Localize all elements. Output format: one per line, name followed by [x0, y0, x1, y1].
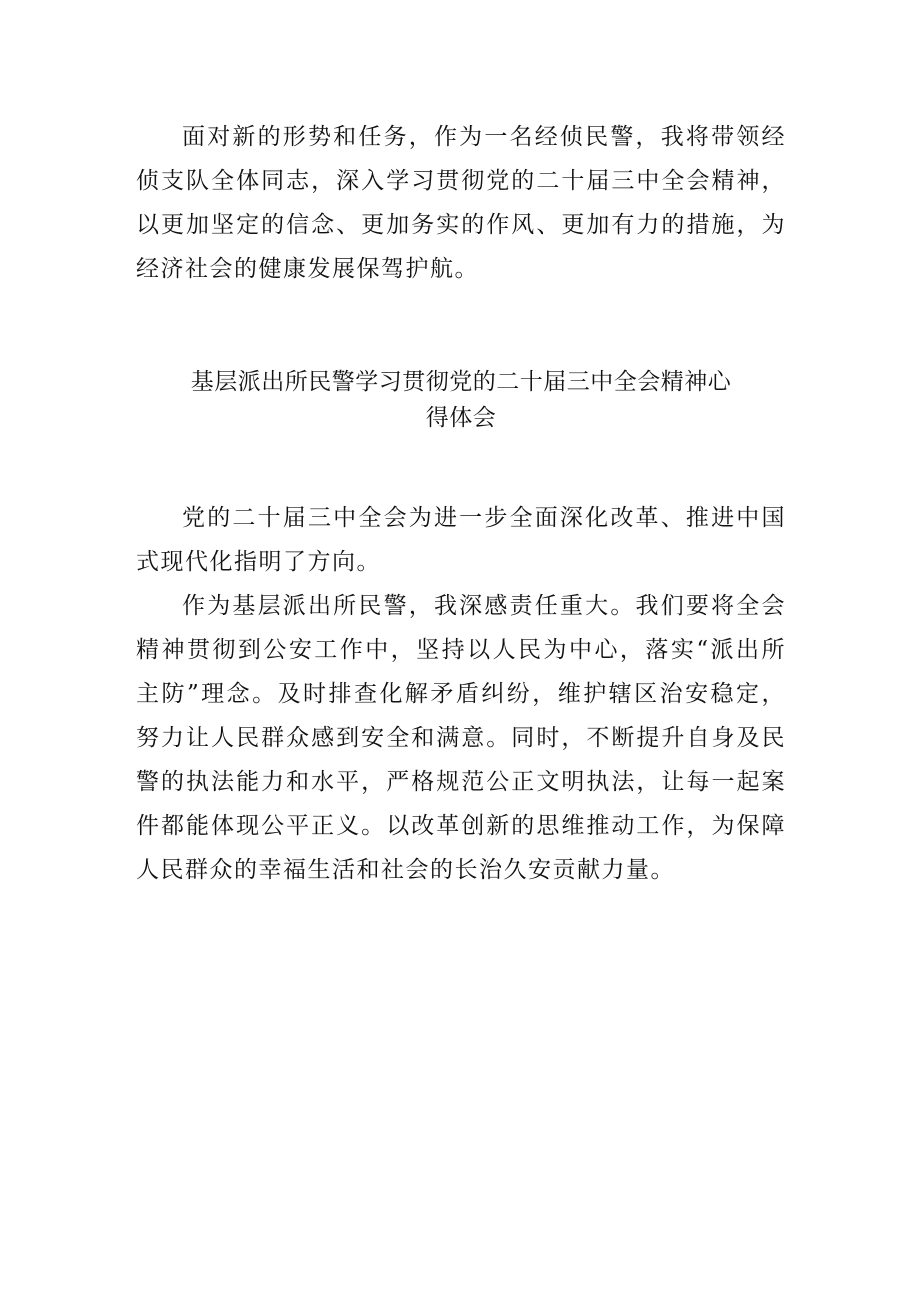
intro-paragraph: 面对新的形势和任务，作为一名经侦民警，我将带领经侦支队全体同志，深入学习贯彻党的二十届三中全会精神，以更加坚定的信念、更加务实的作风、更加有力的措施，为经济社会的健康发展保驾护航。 [136, 124, 786, 282]
document-body [136, 115, 786, 892]
title-spacer [136, 436, 786, 496]
section-paragraph-1: 党的二十届三中全会为进一步全面深化改革、推进中国式现代化指明了方向。 [136, 505, 786, 575]
section-title-line-1: 基层派出所民警学习贯彻党的二十届三中全会精神心 [190, 369, 732, 395]
section-title [136, 364, 786, 436]
section-title-line-2: 得体会 [425, 405, 497, 431]
section-paragraph-2: 作为基层派出所民警，我深感责任重大。我们要将全会精神贯彻到公安工作中，坚持以人民为中心，落实“派出所主防”理念。及时排查化解矛盾纠纷，维护辖区治安稳定，努力让人民群众感到安全和满意。同时，不断提升自身及民警的执法能力和水平，严格规范公正文明执法，让每一起案件都能体现公平正义。以改革创新的思维推动工作，为保障人民群众的幸福生活和社会的长治久安贡献力量。 [136, 593, 786, 883]
